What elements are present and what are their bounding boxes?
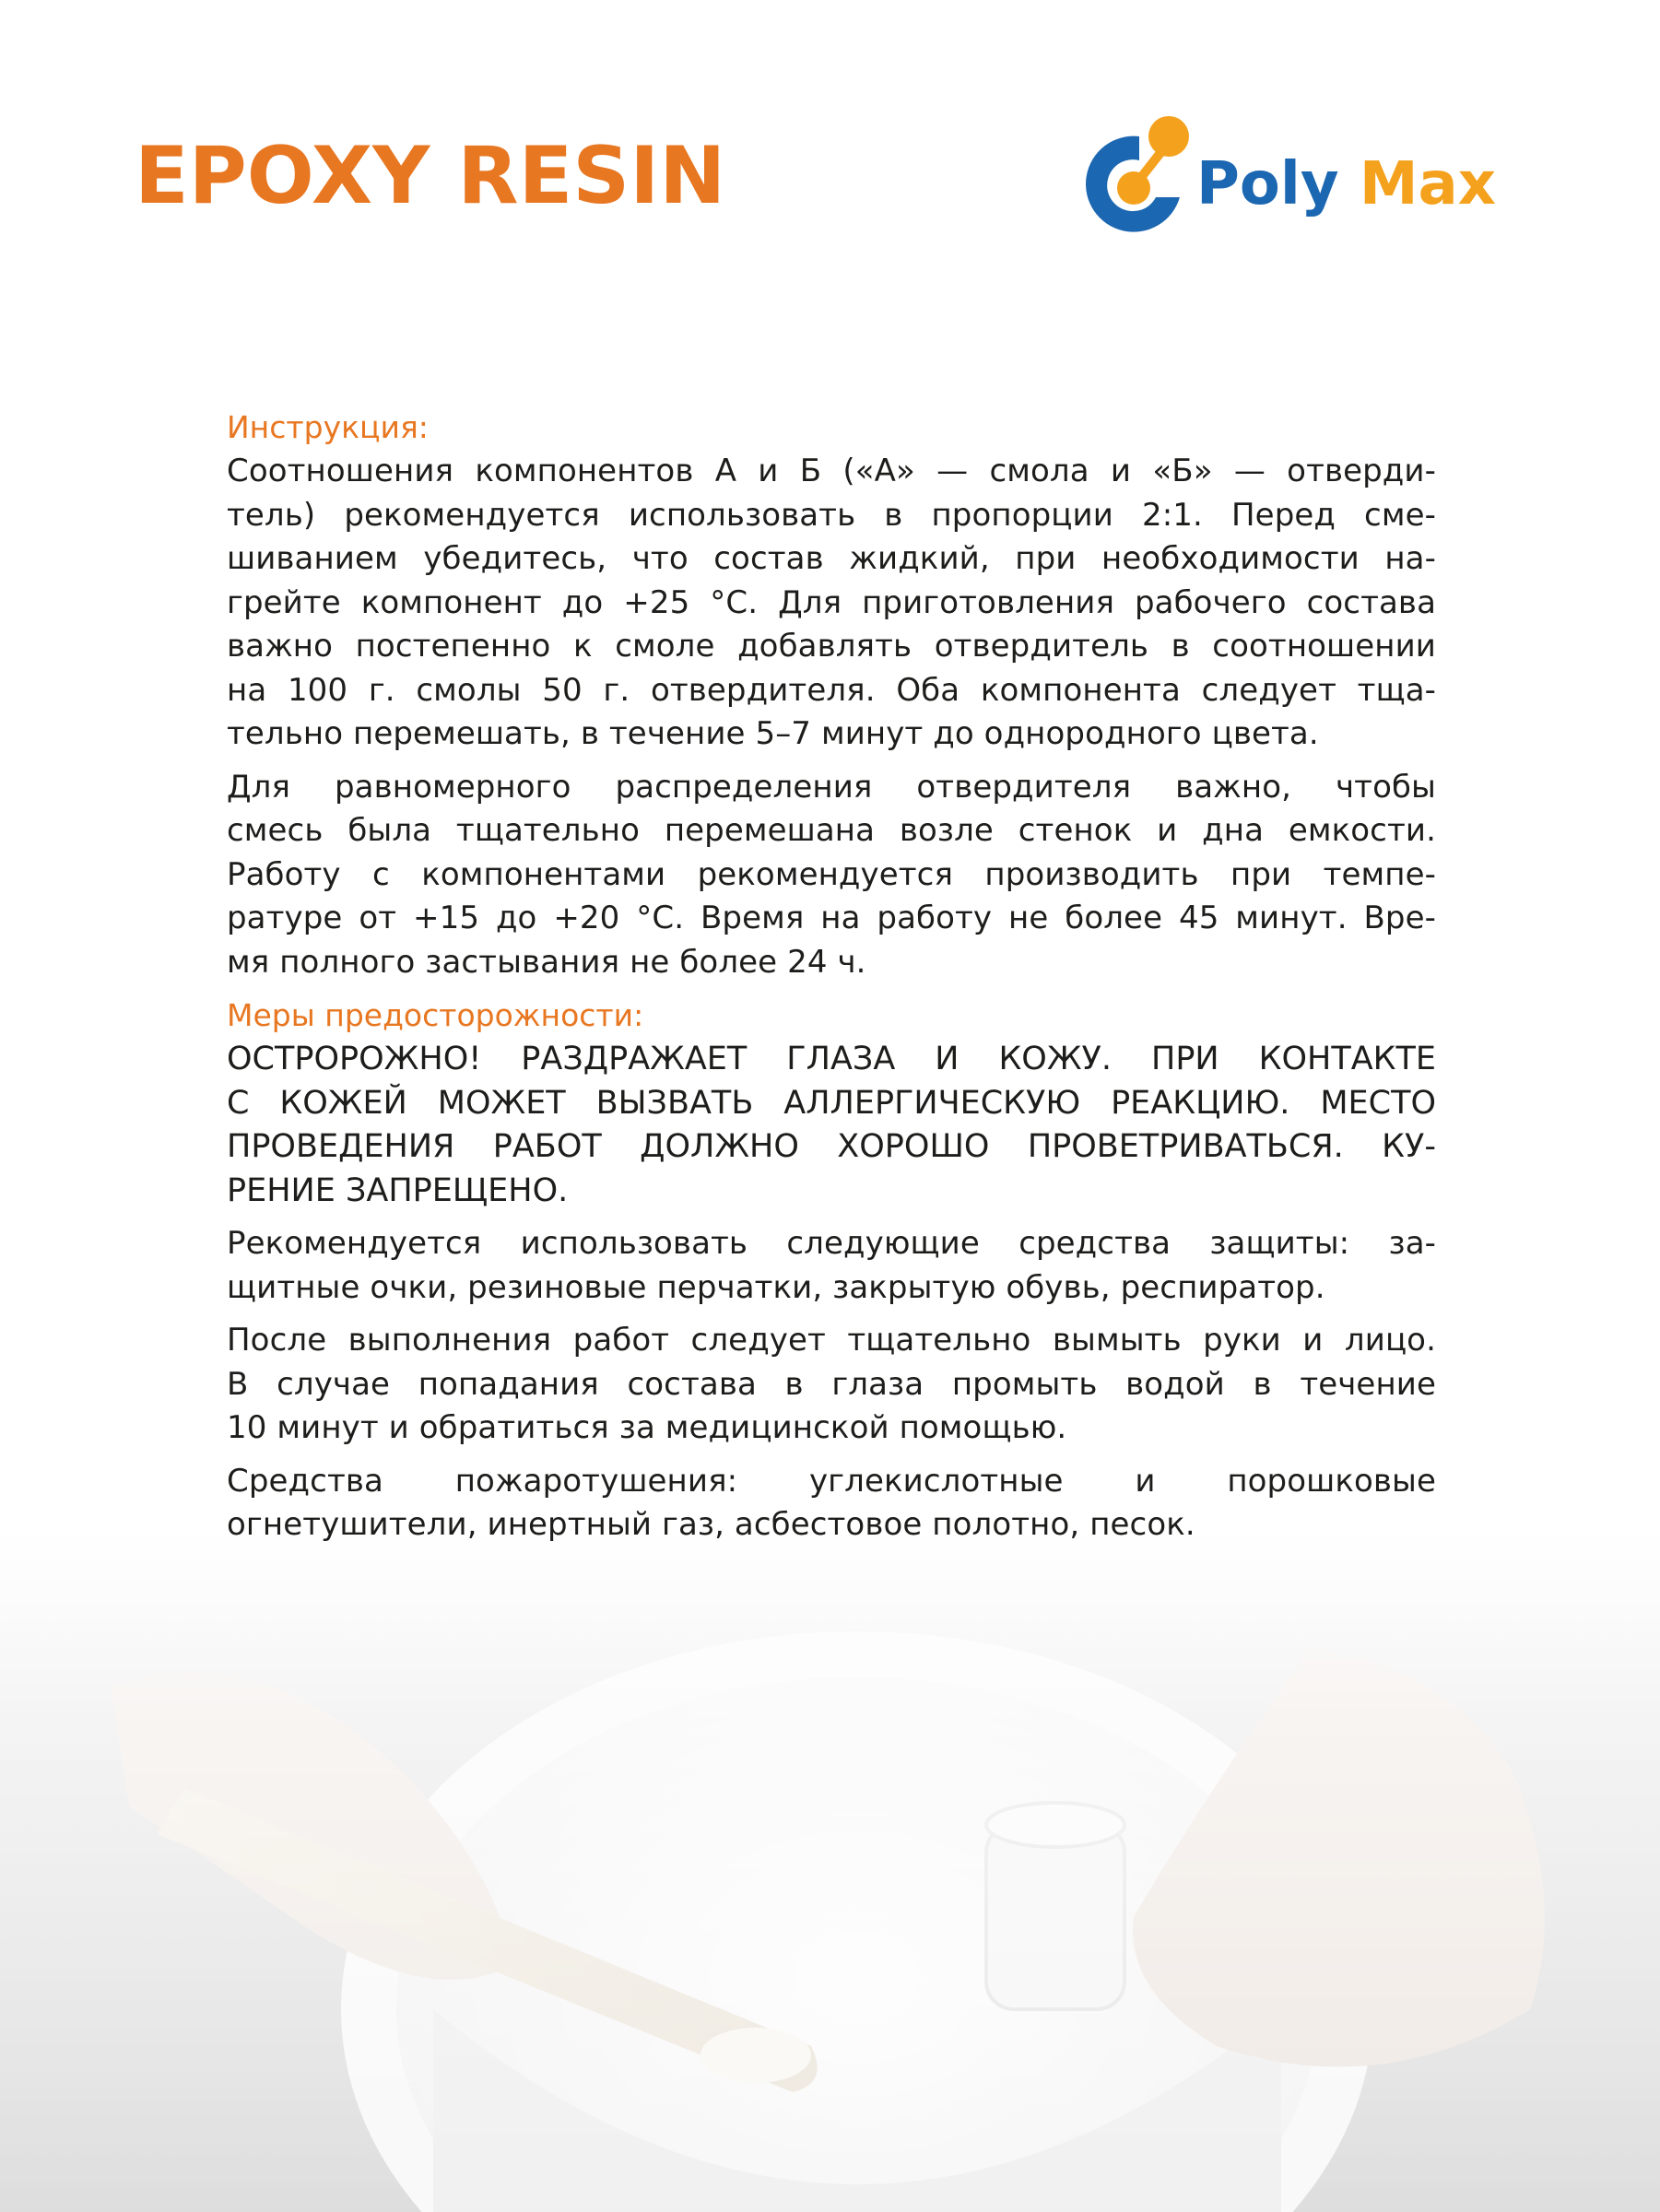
brand-name	[1196, 150, 1496, 218]
precautions-protection	[227, 1222, 1436, 1310]
polymax-logo-icon	[1075, 109, 1191, 238]
text-line: важно постепенно к смоле добавлять отвердитель в соотношении	[227, 628, 1436, 665]
text-line: С КОЖЕЙ МОЖЕТ ВЫЗВАТЬ АЛЛЕРГИЧЕСКУЮ РЕАКЦИЮ. МЕСТО	[227, 1084, 1436, 1122]
brand-name-part1: Poly	[1196, 150, 1339, 218]
text-line: Соотношения компонентов А и Б («А» — смола и «Б» — отверди-	[227, 453, 1436, 489]
precautions-fire	[227, 1460, 1436, 1547]
product-title: EPOXY RESIN	[135, 130, 726, 222]
text-line: мя полного застывания не более 24 ч.	[227, 943, 866, 981]
precautions-after-work	[227, 1319, 1436, 1451]
instructions-heading: Инструкция:	[227, 409, 429, 445]
text-line: Для равномерного распределения отвердителя важно, чтобы	[227, 768, 1436, 806]
text-line: 10 минут и обратиться за медицинской помощью.	[227, 1409, 1067, 1446]
text-line: тель) рекомендуется использовать в пропорции 2:1. Перед сме-	[227, 496, 1436, 534]
text-line: на 100 г. смолы 50 г. отвердителя. Оба компонента следует тща-	[227, 671, 1436, 709]
text-line: ОСТРОРОЖНО! РАЗДРАЖАЕТ ГЛАЗА И КОЖУ. ПРИ КОНТАКТЕ	[227, 1041, 1436, 1077]
text-line: РЕНИЕ ЗАПРЕЩЕНО.	[227, 1171, 569, 1209]
text-line: В случае попадания состава в глаза промыть водой в течение	[227, 1365, 1436, 1403]
text-line: ПРОВЕДЕНИЯ РАБОТ ДОЛЖНО ХОРОШО ПРОВЕТРИВАТЬСЯ. КУ-	[227, 1128, 1436, 1165]
text-line: Рекомендуется использовать следующие средства защиты: за-	[227, 1225, 1436, 1262]
text-line: шиванием убедитесь, что состав жидкий, при необходимости на-	[227, 540, 1436, 577]
text-line: Работу с компонентами рекомендуется производить при темпе-	[227, 855, 1436, 893]
text-line: огнетушители, инертный газ, асбестовое полотно, песок.	[227, 1506, 1195, 1543]
instructions-paragraph-2	[227, 766, 1436, 985]
text-line: щитные очки, резиновые перчатки, закрытую обувь, респиратор.	[227, 1268, 1325, 1306]
brand-logo	[1075, 109, 1536, 238]
text-line: тельно перемешать, в течение 5–7 минут до однородного цвета.	[227, 715, 1319, 752]
text-line: грейте компонент до +25 °С. Для приготовления рабочего состава	[227, 583, 1436, 621]
text-line: После выполнения работ следует тщательно вымыть руки и лицо.	[227, 1322, 1436, 1359]
brand-name-part2: Max	[1359, 150, 1496, 218]
text-line: смесь была тщательно перемешана возле стенок и дна емкости.	[227, 812, 1436, 849]
instructions-paragraph-1	[227, 450, 1436, 757]
text-line: ратуре от +15 до +20 °С. Время на работу не более 45 минут. Вре-	[227, 900, 1436, 936]
precautions-heading: Меры предосторожности:	[227, 997, 644, 1033]
background-photo	[0, 1530, 1660, 2212]
instructions-content	[227, 406, 1436, 1557]
text-line: Средства пожаротушения: углекислотные и порошковые	[227, 1462, 1436, 1500]
precautions-warning	[227, 1038, 1436, 1213]
